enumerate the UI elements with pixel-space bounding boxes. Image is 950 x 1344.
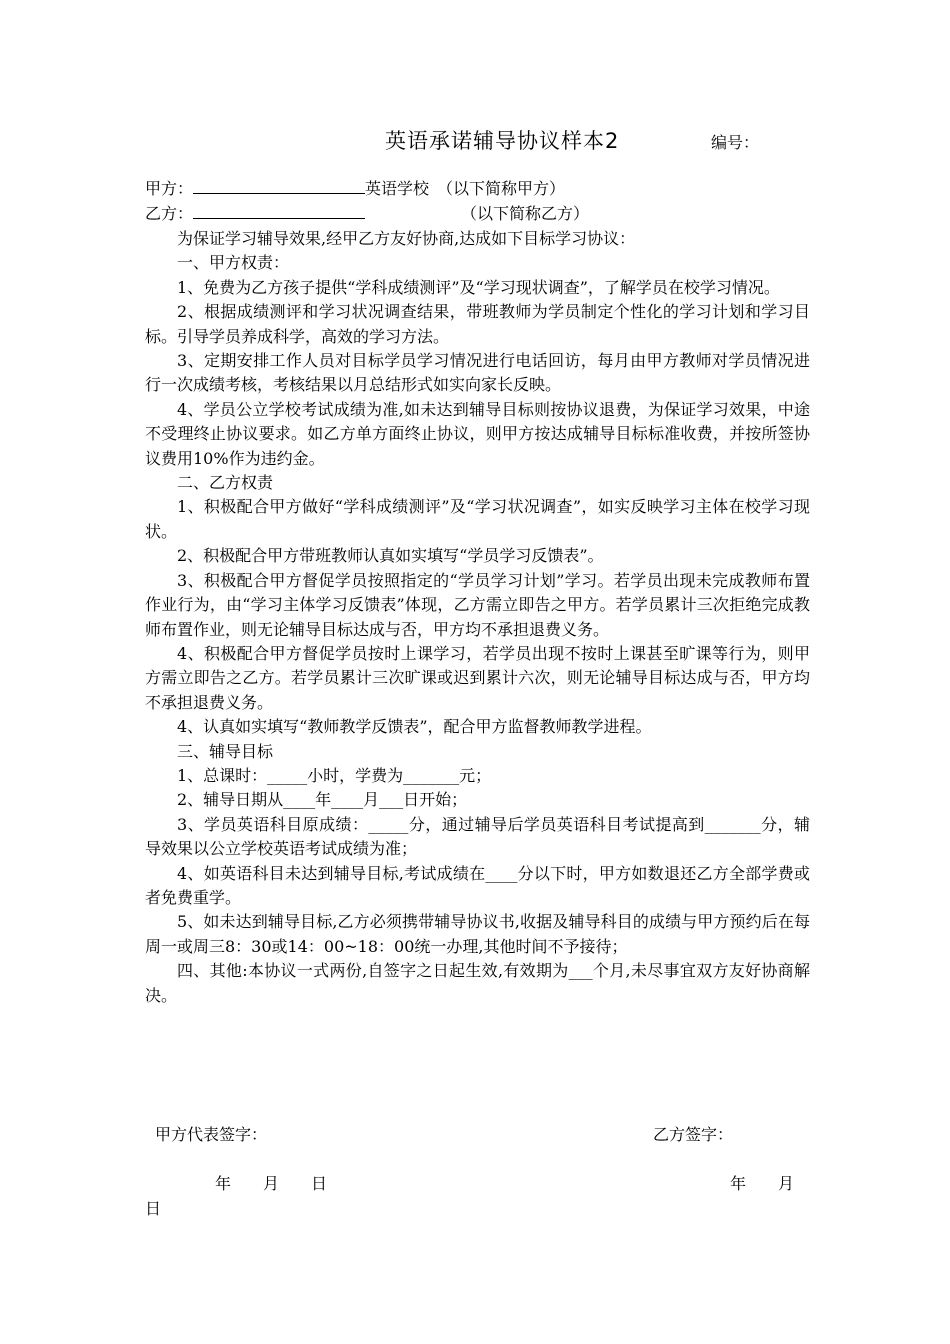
party-b-label: 乙方： [145, 204, 194, 223]
party-a-label: 甲方： [145, 179, 194, 198]
party-b-line [145, 201, 589, 224]
clause-paragraph: 4、如英语科目未达到辅导目标,考试成绩在____分以下时，甲方如数退还乙方全部学费或者免费重学。 [145, 863, 810, 907]
party-b-suffix: （以下简称乙方） [461, 204, 590, 223]
clause-paragraph: 5、如未达到辅导目标,乙方必须携带辅导协议书,收据及辅导科目的成绩与甲方预约后在每周一或周三8：30或14：00~18：00统一办理,其他时间不予接待； [145, 912, 810, 956]
clause-paragraph: 3、定期安排工作人员对目标学员学习情况进行电话回访，每月由甲方教师对学员情况进行一次成绩考核，考核结果以月总结形式如实向家长反映。 [145, 351, 810, 395]
party-b-date-day: 日 [145, 1199, 162, 1218]
document-title: 英语承诺辅导协议样本2 [385, 129, 620, 153]
party-b-date: 年 月 [730, 1174, 795, 1193]
section-heading: 二、乙方权责 [177, 473, 274, 493]
agreement-body [145, 227, 810, 1008]
clause-paragraph: 4、积极配合甲方督促学员按时上课学习，若学员出现不按时上课甚至旷课等行为，则甲方需立即告之乙方。若学员累计三次旷课或迟到累计六次，则无论辅导目标达成与否，甲方均不承担退费义务。 [145, 643, 810, 712]
clause-paragraph: 2、根据成绩测评和学习状况调查结果，带班教师为学员制定个性化的学习计划和学习目标。引导学员养成科学，高效的学习方法。 [145, 302, 810, 346]
clause-paragraph: 1、免费为乙方孩子提供“学科成绩测评”及“学习现状调查”，了解学员在校学习情况。 [177, 277, 780, 297]
section-heading: 三、辅导目标 [177, 741, 274, 761]
clause-paragraph: 4、认真如实填写“教师教学反馈表”，配合甲方监督教师教学进程。 [177, 717, 652, 737]
clause-paragraph: 4、学员公立学校考试成绩为准,如未达到辅导目标则按协议退费，为保证学习效果，中途不受理终止协议要求。如乙方单方面终止协议，则甲方按达成辅导目标标准收费，并按所签协议费用10%作为违约金。 [145, 399, 810, 468]
section-heading: 一、甲方权责： [177, 253, 290, 273]
clause-paragraph: 1、积极配合甲方做好“学科成绩测评”及“学习状况调查”，如实反映学习主体在校学习现状。 [145, 497, 810, 541]
party-a-blank [193, 179, 365, 194]
clause-paragraph: 2、辅导日期从____年____月___日开始； [177, 790, 468, 810]
intro-paragraph: 为保证学习辅导效果,经甲乙方友好协商,达成如下目标学习协议： [177, 229, 636, 248]
clause-paragraph: 3、学员英语科目原成绩：_____分，通过辅导后学员英语科目考试提高到_______分，辅导效果以公立学校英语考试成绩为准； [145, 814, 810, 859]
party-a-suffix: 英语学校 （以下简称甲方） [365, 179, 566, 198]
party-a-signature-label: 甲方代表签字： [155, 1125, 268, 1144]
party-b-signature-label: 乙方签字： [653, 1125, 734, 1144]
clause-paragraph: 1、总课时：_____小时，学费为_______元； [177, 765, 492, 785]
party-a-line [145, 176, 565, 199]
clause-paragraph: 3、积极配合甲方督促学员按照指定的“学员学习计划”学习。若学员出现未完成教师布置作业行为，由“学习主体学习反馈表”体现，乙方需立即告之甲方。若学员累计三次拒绝完成教师布置作业，则无论辅导目标达成与否，甲方均不承担退费义务。 [145, 570, 810, 639]
serial-number-label: 编号： [711, 133, 760, 152]
party-b-blank [193, 204, 365, 219]
clause-paragraph: 2、积极配合甲方带班教师认真如实填写“学员学习反馈表”。 [177, 546, 604, 566]
party-a-date: 年 月 日 [215, 1174, 328, 1193]
other-terms-paragraph: 四、其他:本协议一式两份,自签字之日起生效,有效期为___个月,未尽事宜双方友好协商解决。 [145, 961, 810, 1005]
